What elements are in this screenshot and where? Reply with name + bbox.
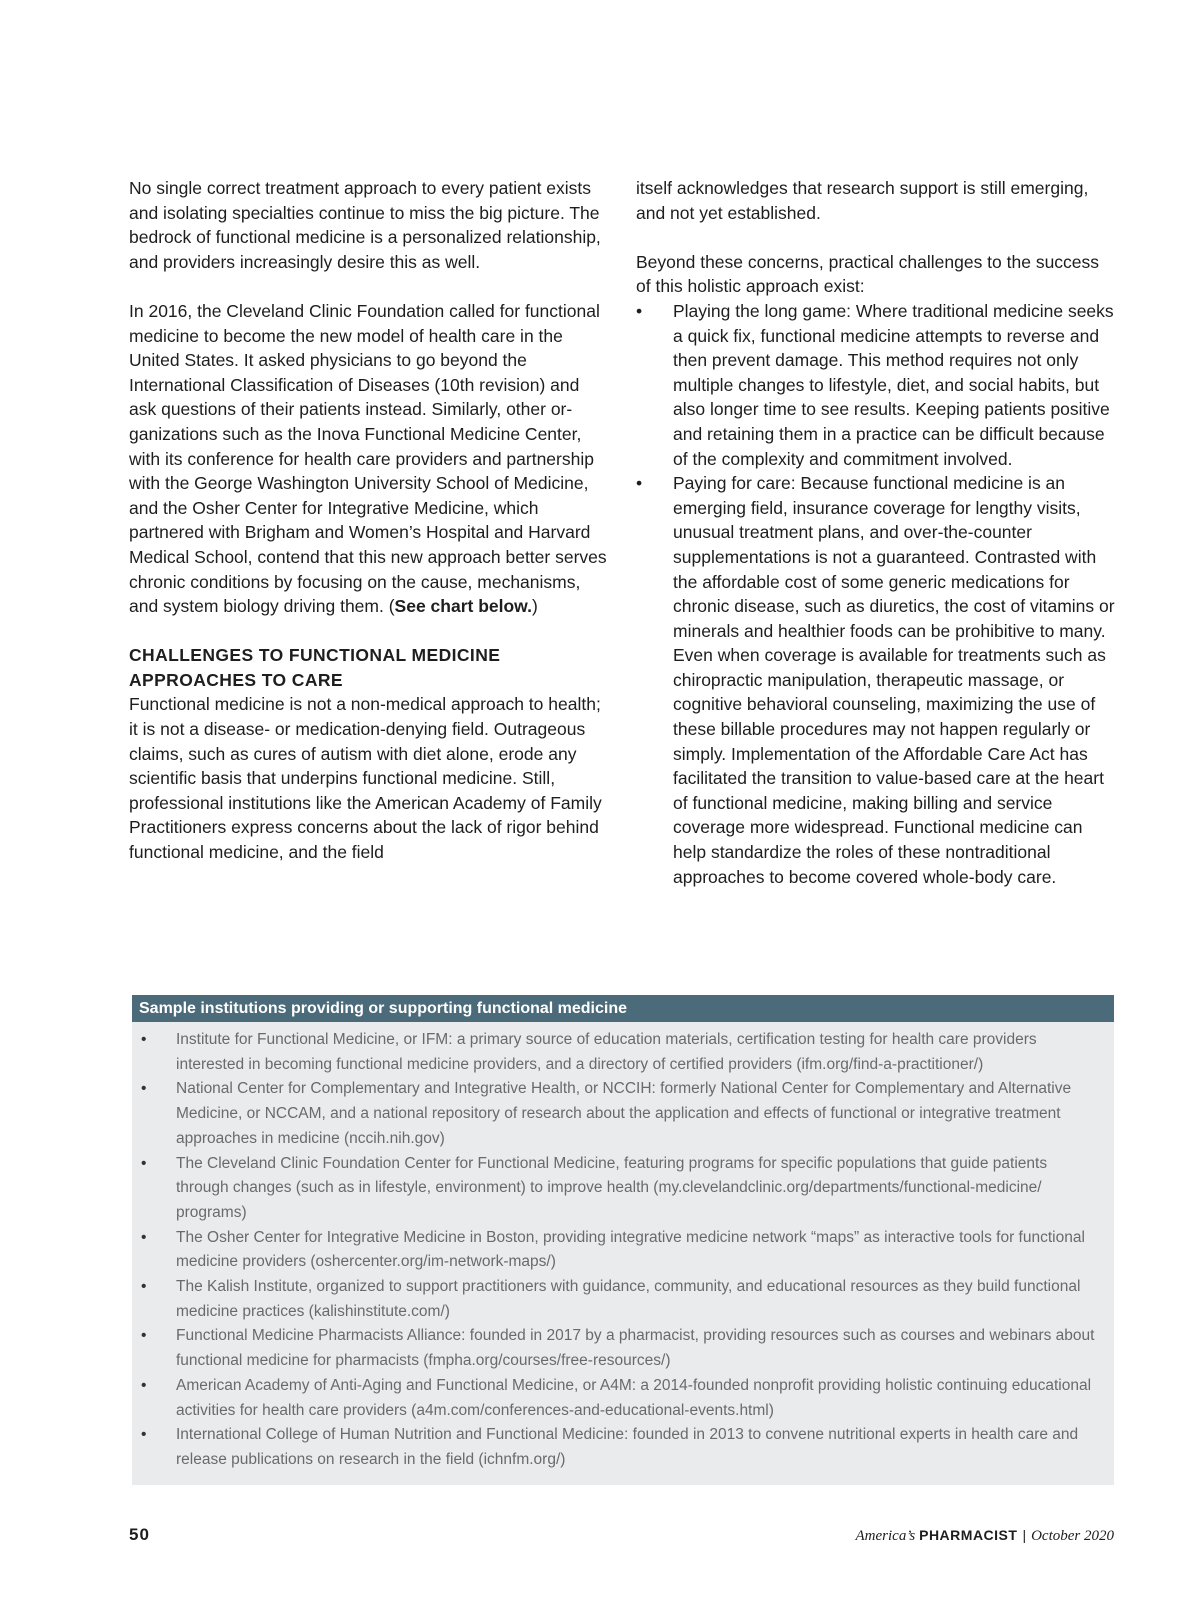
bullet-icon: •: [141, 1426, 147, 1444]
list-item-text: International College of Human Nutrition and Functional Medicine: founded in 2013 to convene nutritional experts in health care and release publications on research in the field (ichnfm.org/): [176, 1426, 1079, 1468]
challenges-section: [129, 643, 611, 864]
bullet-icon: •: [636, 300, 643, 321]
bullet-icon: •: [636, 473, 643, 494]
list-item-text: The Osher Center for Integrative Medicine in Boston, providing integrative medicine network “maps” as interactive tools for functional medicine providers (oshercenter.org/im-network-maps/): [176, 1228, 1085, 1271]
issue-date: October 2020: [1031, 1528, 1114, 1544]
publication-name: PHARMACIST: [919, 1527, 1018, 1543]
list-item-text: The Cleveland Clinic Foundation Center for Functional Medicine, featuring programs for specific populations that guide patients through changes (such as in lifestyle, environment) to improve health (my.clevelandclinic.org/departments/functional-medicine/ programs): [176, 1154, 1048, 1221]
list-item: [139, 1374, 1102, 1423]
list-item: [636, 299, 1118, 471]
publication-prefix: America’s: [855, 1528, 916, 1544]
publication-masthead: [856, 1527, 1115, 1545]
bullet-icon: •: [141, 1376, 147, 1394]
list-item: [139, 1423, 1102, 1472]
list-item: [139, 1226, 1102, 1275]
list-item-text: Functional Medicine Pharmacists Alliance: founded in 2017 by a pharmacist, providing resources such as courses and webinars about functional medicine for pharmacists (fmpha.org/courses/free-resources/): [176, 1327, 1095, 1370]
list-item: [139, 1324, 1102, 1373]
cleveland-clinic-paragraph: [129, 299, 611, 619]
institutions-sidebar: [132, 995, 1114, 1485]
page-footer: [129, 1525, 1114, 1547]
see-chart-reference: See chart below.: [394, 596, 533, 617]
intro-paragraph: No single correct treatment approach to every patient exists and isolating specialties continue to miss the big picture. The bedrock of functional medicine is a personalized relationship, and providers increasingly desire this as well.: [129, 178, 601, 272]
list-item-text: American Academy of Anti-Aging and Functional Medicine, or A4M: a 2014-founded nonprofit providing holistic continuing educational activities for health care providers (a4m.com/conferences-and-educational-events.html): [176, 1376, 1092, 1419]
cleveland-clinic-text: In 2016, the Cleveland Clinic Foundation called for functional medicine to become the new model of health care in the United States. It asked physicians to go beyond the International Classification of Diseases (10th revision) and ask questions of their patients instead. Similarly, other organizations such as the Inova Functional Medicine Center, with its conference for health care providers and partnership with the George Washington University School of Medicine, and the Osher Center for Integrative Medicine, which partnered with Brigham and Women’s Hospital and Harvard Medical School, contend that this new approach better serves chronic conditions by focusing on the cause, mechanisms, and system biology driving them. (: [129, 300, 607, 617]
footer-separator: |: [1022, 1527, 1027, 1543]
sidebar-title: Sample institutions providing or supporting functional medicine: [132, 995, 1114, 1022]
bullet-icon: •: [141, 1031, 147, 1048]
see-chart-close: ): [532, 596, 538, 617]
list-item: [139, 1152, 1102, 1226]
list-item-text: Institute for Functional Medicine, or IFM: a primary source of education materials, certification testing for health care providers interested in becoming functional medicine providers, and a directory of certified providers (ifm.org/find-a-practitioner/): [176, 1031, 1037, 1073]
bullet-icon: •: [141, 1228, 147, 1246]
list-item: [139, 1275, 1102, 1324]
list-item-text: Paying for care: Because functional medicine is an emerging field, insurance coverage for lengthy visits, unusual treatment plans, and over-the-counter supplementations is not a guaranteed. Contrasted with the affordable cost of some generic medications for chronic disease, such as diuretics, the cost of vitamins or minerals and healthier foods can be prohibitive to many. Even when coverage is available for treatments such as chiropractic manipulation, therapeutic massage, or cognitive behavioral counseling, maximizing the use of these billable procedures may not happen regularly or simply. Implementation of the Affordable Care Act has facilitated the transition to value-based care at the heart of functional medicine, making billing and service coverage more widespread. Functional medicine can help standardize the roles of these nontraditional approaches to become covered whole-body care.: [673, 473, 1115, 887]
challenges-heading: CHALLENGES TO FUNCTIONAL MEDICINE APPROACHES TO CARE: [129, 645, 501, 690]
bullet-icon: •: [141, 1154, 147, 1172]
challenges-list: [636, 299, 1118, 889]
list-item-text: National Center for Complementary and Integrative Health, or NCCIH: formerly National Center for Complementary and Alternative Medicine, or NCCAM, and a national repository of research about the application and effects of functional or integrative treatment approaches in medicine (nccih.nih.gov): [176, 1080, 1072, 1147]
research-support-paragraph: itself acknowledges that research support is still emerging, and not yet established.: [636, 178, 1089, 223]
list-item: [636, 471, 1118, 889]
bullet-icon: •: [141, 1278, 147, 1296]
right-column: [636, 176, 1118, 889]
left-column: [129, 176, 611, 865]
list-item-text: The Kalish Institute, organized to support practitioners with guidance, community, and educational resources as they build functional medicine practices (kalishinstitute.com/): [176, 1278, 1081, 1320]
list-item-text: Playing the long game: Where traditional medicine seeks a quick fix, functional medicine attempts to reverse and then prevent damage. This method requires not only multiple changes to lifestyle, diet, and social habits, but also longer time to see results. Keeping patients positive and retaining them in a practice can be difficult because of the complexity and commitment involved.: [673, 300, 1114, 469]
bullet-icon: •: [141, 1080, 147, 1098]
list-item: [139, 1028, 1102, 1077]
list-item: [139, 1077, 1102, 1151]
challenges-paragraph: Functional medicine is not a non-medical approach to health; it is not a disease- or medication-denying field. Outrageous claims, such as cures of autism with diet alone, erode any scientific basis that underpins functional medicine. Still, professional institutions like the American Academy of Family Practitioners express concerns about the lack of rigor behind functional medicine, and the field: [129, 694, 602, 863]
institutions-list: [132, 1022, 1114, 1485]
bullet-icon: •: [141, 1327, 147, 1345]
page-number: 50: [129, 1525, 150, 1544]
practical-challenges-paragraph: Beyond these concerns, practical challenges to the success of this holistic approach exist:: [636, 251, 1100, 297]
